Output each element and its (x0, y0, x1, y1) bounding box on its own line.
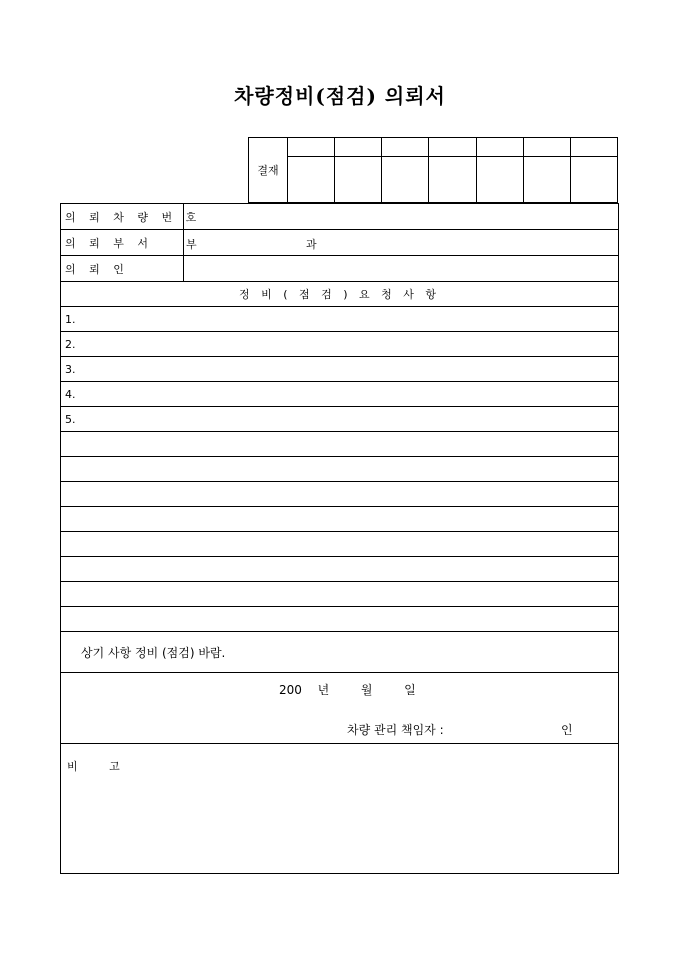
request-line[interactable]: 5. (61, 407, 619, 432)
date-day-unit: 일 (404, 683, 416, 697)
request-line[interactable] (61, 532, 619, 557)
statement-text: 상기 사항 정비 (점검) 바람. (61, 632, 619, 673)
request-line[interactable] (61, 482, 619, 507)
request-line[interactable] (61, 507, 619, 532)
approval-sign-cell[interactable] (335, 157, 382, 203)
date-month-unit: 월 (360, 683, 373, 697)
approval-header-cell[interactable] (523, 138, 570, 157)
date-year-unit: 년 (317, 683, 330, 697)
request-line[interactable] (61, 457, 619, 482)
approval-header-cell[interactable] (382, 138, 429, 157)
page-title: 차량정비(점검) 의뢰서 (234, 84, 446, 108)
request-line[interactable] (61, 432, 619, 457)
remarks-field[interactable] (61, 744, 619, 874)
manager-label: 차량 관리 책임자 : (347, 723, 444, 737)
request-line[interactable]: 1. (61, 307, 619, 332)
date-signature-cell (61, 673, 619, 744)
vehicle-number-label: 의 뢰 차 량 번 호 (61, 204, 184, 230)
approval-header-cell[interactable] (288, 138, 335, 157)
remarks-label: 비 고 (67, 760, 120, 773)
request-line[interactable]: 3. (61, 357, 619, 382)
approval-sign-cell[interactable] (288, 157, 335, 203)
approval-sign-cell[interactable] (570, 157, 617, 203)
approval-sign-cell[interactable] (476, 157, 523, 203)
request-form (60, 203, 619, 874)
approval-sign-cell[interactable] (429, 157, 476, 203)
requester-label: 의 뢰 인 (61, 256, 184, 282)
approval-header-cell[interactable] (476, 138, 523, 157)
requester-field[interactable] (184, 256, 619, 282)
department-field[interactable] (184, 230, 619, 256)
approval-sign-cell[interactable] (382, 157, 429, 203)
request-line[interactable] (61, 557, 619, 582)
requests-header: 정 비 ( 점 검 ) 요 청 사 항 (61, 282, 619, 307)
approval-header-cell[interactable] (570, 138, 617, 157)
request-line[interactable] (61, 582, 619, 607)
date-line (279, 681, 416, 698)
manager-seal: 인 (561, 723, 573, 737)
approval-header-cell[interactable] (335, 138, 382, 157)
department-gwa: 과 (306, 238, 317, 251)
request-line[interactable]: 2. (61, 332, 619, 357)
date-year: 200 (279, 683, 302, 697)
approval-box (248, 137, 618, 203)
department-label: 의 뢰 부 서 (61, 230, 184, 256)
department-bu: 부 (186, 238, 197, 251)
approval-sign-cell[interactable] (523, 157, 570, 203)
request-line[interactable] (61, 607, 619, 632)
approval-label: 결재 (249, 138, 288, 203)
vehicle-number-field[interactable] (184, 204, 619, 230)
request-line[interactable]: 4. (61, 382, 619, 407)
approval-header-cell[interactable] (429, 138, 476, 157)
